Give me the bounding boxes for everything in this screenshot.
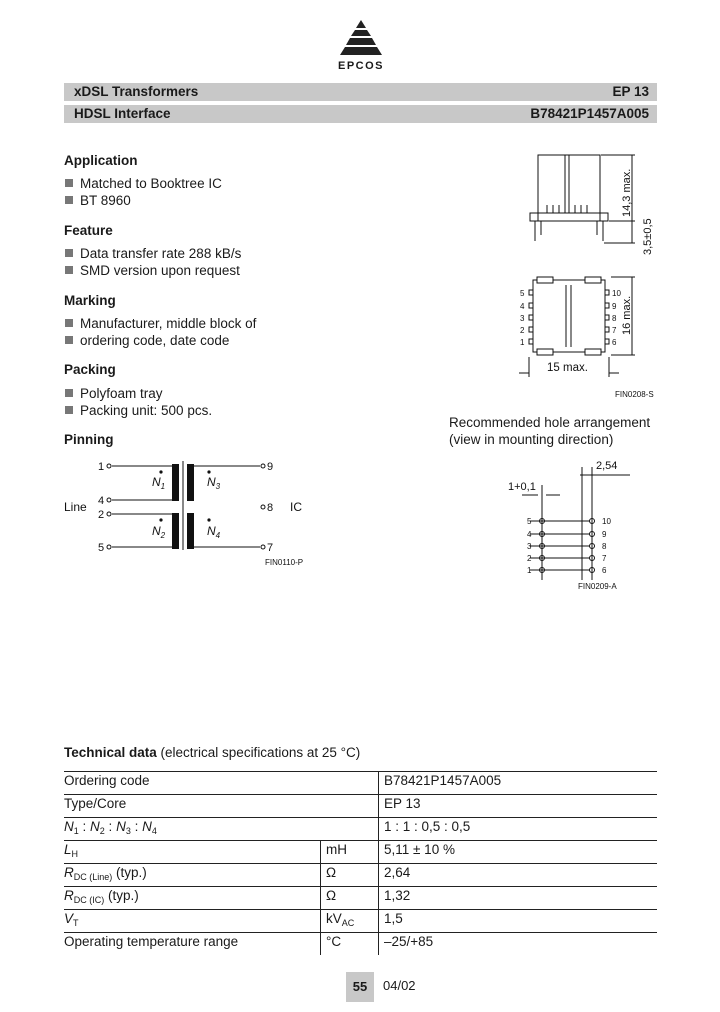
row-unit: °C — [321, 933, 379, 956]
table-row — [64, 887, 657, 910]
table-row — [64, 910, 657, 933]
row-label: $R_{DC (Line)}$ (typ.) — [64, 864, 321, 887]
row-value: B78421P1457A005 — [379, 772, 658, 795]
drawing-code: FIN0208-S — [615, 390, 654, 399]
technical-data-table — [64, 771, 657, 955]
pin-label: 10 — [612, 289, 621, 298]
core-type: EP 13 — [612, 84, 649, 99]
table-row — [64, 864, 657, 887]
pinning-diagram — [60, 455, 310, 573]
pin-label: 5 — [527, 517, 532, 526]
technical-data-heading: Technical data (electrical specifications at 25 °C) — [64, 745, 361, 760]
epcos-logo-icon — [326, 18, 396, 62]
list-item: SMD version upon request — [64, 262, 241, 279]
pin-label: 8 — [612, 314, 617, 323]
list-item: Manufacturer, middle block of — [64, 315, 256, 332]
row-value: –25/+85 — [379, 933, 658, 956]
header-bar-product — [64, 105, 657, 123]
pin-label: 1 — [98, 461, 105, 473]
row-value: 1 : 1 : 0,5 : 0,5 — [379, 818, 658, 841]
pin-length-dimension: 3,5±0,5 — [642, 218, 654, 255]
pin-label: 6 — [612, 338, 617, 347]
application-heading: Application — [64, 153, 138, 168]
hole-arrangement-caption-2: (view in mounting direction) — [449, 432, 614, 447]
row-label: Operating temperature range — [64, 933, 321, 956]
series-title: xDSL Transformers — [74, 84, 199, 99]
list-item: Packing unit: 500 pcs. — [64, 402, 212, 419]
list-item-continuation: BT 8960 — [64, 192, 222, 209]
pin-label: 9 — [267, 461, 274, 473]
application-list — [64, 175, 222, 209]
row-unit: Ω — [321, 887, 379, 910]
marking-heading: Marking — [64, 293, 116, 308]
drawing-code: FIN0110-P — [265, 558, 304, 567]
hole-arrangement-caption-1: Recommended hole arrangement — [449, 415, 651, 430]
table-row — [64, 818, 657, 841]
hole-arrangement-drawing — [500, 455, 660, 595]
pin-label: 6 — [602, 566, 607, 575]
row-label: Ordering code — [64, 772, 379, 795]
list-item: Matched to Booktree IC — [64, 175, 222, 192]
ordering-code-header: B78421P1457A005 — [530, 106, 649, 121]
product-title: HDSL Interface — [74, 106, 171, 121]
pinning-heading: Pinning — [64, 432, 114, 447]
brand-name: EPCOS — [337, 60, 384, 72]
winding-n3: $N_3$ — [207, 475, 221, 491]
pin-label: 9 — [602, 530, 607, 539]
row-value: 2,64 — [379, 864, 658, 887]
ic-label: IC — [290, 500, 302, 514]
drawing-code: FIN0209-A — [578, 582, 617, 591]
row-label: $L_H$ — [64, 841, 321, 864]
feature-heading: Feature — [64, 223, 113, 238]
list-item: Data transfer rate 288 kB/s — [64, 245, 241, 262]
list-item: Polyfoam tray — [64, 385, 212, 402]
epcos-logo — [326, 18, 396, 78]
depth-dimension: 16 max. — [621, 295, 633, 335]
pin-label: 10 — [602, 517, 611, 526]
pin-label: 3 — [527, 542, 532, 551]
winding-n2: $N_2$ — [152, 524, 166, 540]
width-dimension: 15 max. — [547, 362, 588, 374]
page-number: 55 — [346, 972, 374, 1002]
hole-diameter-dimension: 1+0,1 — [508, 481, 536, 493]
pin-label: 4 — [98, 495, 105, 507]
row-value: 5,11 ± 10 % — [379, 841, 658, 864]
pin-label: 4 — [520, 302, 525, 311]
table-row — [64, 841, 657, 864]
row-label: $R_{DC (IC)}$ (typ.) — [64, 887, 321, 910]
pin-label: 9 — [612, 302, 617, 311]
table-row — [64, 772, 657, 795]
row-label: $N_1$ : $N_2$ : $N_3$ : $N_4$ — [64, 818, 379, 841]
table-row — [64, 933, 657, 956]
pin-label: 8 — [602, 542, 607, 551]
pin-label: 3 — [520, 314, 525, 323]
row-value: EP 13 — [379, 795, 658, 818]
winding-n1: $N_1$ — [152, 475, 166, 491]
pin-label: 7 — [267, 542, 274, 554]
line-label: Line — [64, 500, 87, 514]
header-bar-series — [64, 83, 657, 101]
feature-list — [64, 245, 241, 279]
pin-label: 8 — [267, 502, 274, 514]
height-dimension: 14,3 max. — [621, 168, 633, 217]
packing-list — [64, 385, 212, 419]
row-unit: Ω — [321, 864, 379, 887]
pin-label: 5 — [520, 289, 525, 298]
row-label: $V_T$ — [64, 910, 321, 933]
row-unit: $kV_{AC}$ — [321, 910, 379, 933]
dimension-drawing — [505, 145, 665, 400]
marking-list — [64, 315, 256, 349]
pin-label: 2 — [98, 509, 105, 521]
packing-heading: Packing — [64, 362, 116, 377]
pin-label: 7 — [602, 554, 607, 563]
pin-label: 1 — [527, 566, 532, 575]
row-value: 1,32 — [379, 887, 658, 910]
issue-date: 04/02 — [383, 978, 416, 993]
winding-n4: $N_4$ — [207, 524, 221, 540]
pin-label: 4 — [527, 530, 532, 539]
pin-label: 2 — [527, 554, 532, 563]
pin-label: 5 — [98, 542, 105, 554]
table-row — [64, 795, 657, 818]
pin-label: 2 — [520, 326, 525, 335]
row-label: Type/Core — [64, 795, 379, 818]
pin-label: 1 — [520, 338, 525, 347]
row-value: 1,5 — [379, 910, 658, 933]
row-unit: mH — [321, 841, 379, 864]
pitch-dimension: 2,54 — [596, 460, 618, 472]
pin-label: 7 — [612, 326, 617, 335]
list-item-continuation: ordering code, date code — [64, 332, 256, 349]
